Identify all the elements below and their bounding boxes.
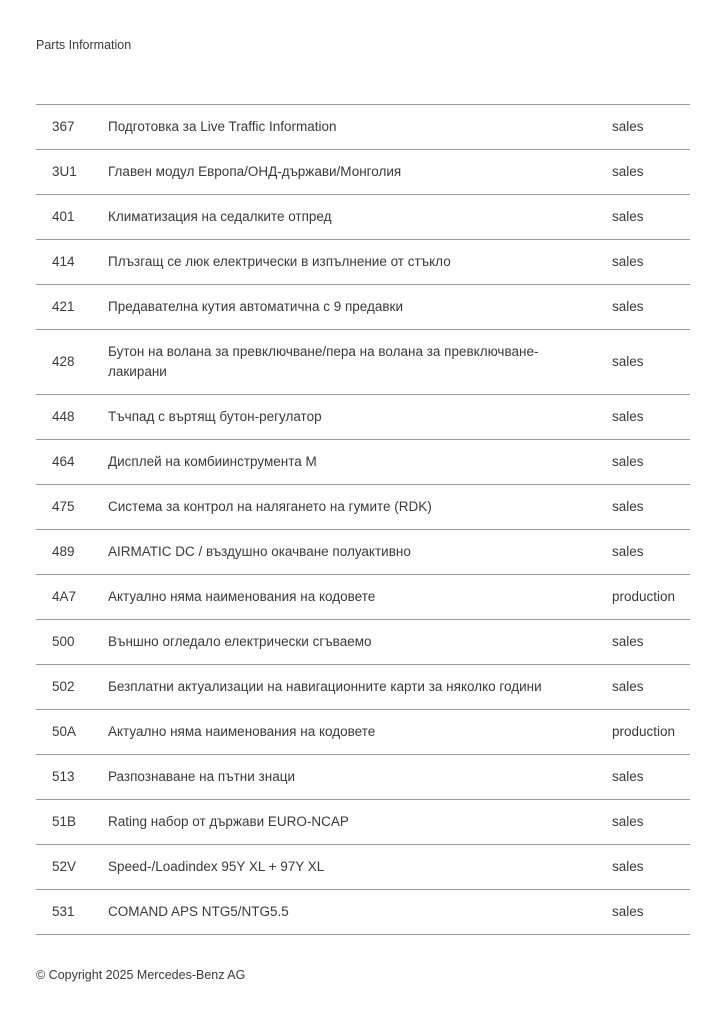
part-type-badge: sales	[612, 409, 644, 424]
table-row	[36, 330, 690, 395]
table-row	[36, 845, 690, 890]
part-code: 421	[52, 299, 75, 314]
table-row	[36, 485, 690, 530]
part-type-badge: production	[612, 589, 676, 604]
part-type-badge: sales	[612, 814, 644, 829]
part-code: 500	[52, 634, 75, 649]
part-code: 502	[52, 679, 75, 694]
part-type-badge: sales	[612, 769, 644, 784]
part-description: Предавателна кутия автоматична с 9 предавки	[108, 299, 403, 314]
table-row	[36, 195, 690, 240]
part-description: AIRMATIC DC / въздушно окачване полуактивно	[108, 544, 411, 559]
part-type-badge: sales	[612, 454, 644, 469]
part-type-badge: sales	[612, 354, 644, 369]
part-code: 475	[52, 499, 75, 514]
part-type-badge: sales	[612, 299, 644, 314]
table-row	[36, 105, 690, 150]
part-type-badge: sales	[612, 859, 644, 874]
part-description: Дисплей на комбиинструмента M	[108, 454, 317, 469]
part-code: 52V	[52, 859, 77, 874]
part-type-badge: production	[612, 724, 676, 739]
parts-table	[36, 104, 690, 935]
part-type-badge: sales	[612, 499, 644, 514]
part-description: Климатизация на седалките отпред	[108, 209, 332, 224]
page-title: Parts Information	[36, 38, 132, 52]
table-row	[36, 665, 690, 710]
part-type-badge: sales	[612, 209, 644, 224]
table-row	[36, 285, 690, 330]
table-row	[36, 890, 690, 935]
table-row	[36, 395, 690, 440]
part-type-badge: sales	[612, 254, 644, 269]
part-type-badge: sales	[612, 634, 644, 649]
part-description: Главен модул Европа/ОНД-държави/Монголия	[108, 164, 402, 179]
part-code: 367	[52, 119, 75, 134]
part-description: Актуално няма наименования на кодовете	[108, 589, 376, 604]
part-code: 414	[52, 254, 75, 269]
table-row	[36, 800, 690, 845]
part-code: 531	[52, 904, 75, 919]
part-code: 513	[52, 769, 75, 784]
part-code: 50A	[52, 724, 77, 739]
part-code: 448	[52, 409, 75, 424]
part-type-badge: sales	[612, 544, 644, 559]
table-row	[36, 530, 690, 575]
part-type-badge: sales	[612, 164, 644, 179]
table-row	[36, 240, 690, 285]
part-type-badge: sales	[612, 679, 644, 694]
part-code: 401	[52, 209, 75, 224]
table-row	[36, 150, 690, 195]
part-code: 4A7	[52, 589, 77, 604]
copyright-notice: © Copyright 2025 Mercedes-Benz AG	[36, 968, 246, 982]
part-code: 428	[52, 354, 75, 369]
part-description: Безплатни актуализации на навигационните карти за няколко години	[108, 679, 542, 694]
part-description: Подготовка за Live Traffic Information	[108, 119, 337, 134]
part-description: Тъчпад с въртящ бутон-регулатор	[108, 409, 322, 424]
part-description: Разпознаване на пътни знаци	[108, 769, 295, 784]
table-row	[36, 575, 690, 620]
part-type-badge: sales	[612, 119, 644, 134]
part-description: Външно огледало електрически сгъваемо	[108, 634, 372, 649]
table-row	[36, 440, 690, 485]
table-row	[36, 620, 690, 665]
part-description: Актуално няма наименования на кодовете	[108, 724, 376, 739]
part-code: 3U1	[52, 164, 77, 179]
part-description: Бутон на волана за превключване/пера на волана за превключване-лакирани	[108, 344, 539, 379]
part-description: Система за контрол на налягането на гумите (RDK)	[108, 499, 432, 514]
part-description: Speed-/Loadindex 95Y XL + 97Y XL	[108, 859, 325, 874]
part-description: COMAND APS NTG5/NTG5.5	[108, 904, 289, 919]
part-type-badge: sales	[612, 904, 644, 919]
table-row	[36, 710, 690, 755]
part-description: Плъзгащ се люк електрически в изпълнение от стъкло	[108, 254, 451, 269]
part-code: 464	[52, 454, 75, 469]
part-description: Rating набор от държави EURO-NCAP	[108, 814, 349, 829]
table-row	[36, 755, 690, 800]
part-code: 51B	[52, 814, 77, 829]
part-code: 489	[52, 544, 75, 559]
